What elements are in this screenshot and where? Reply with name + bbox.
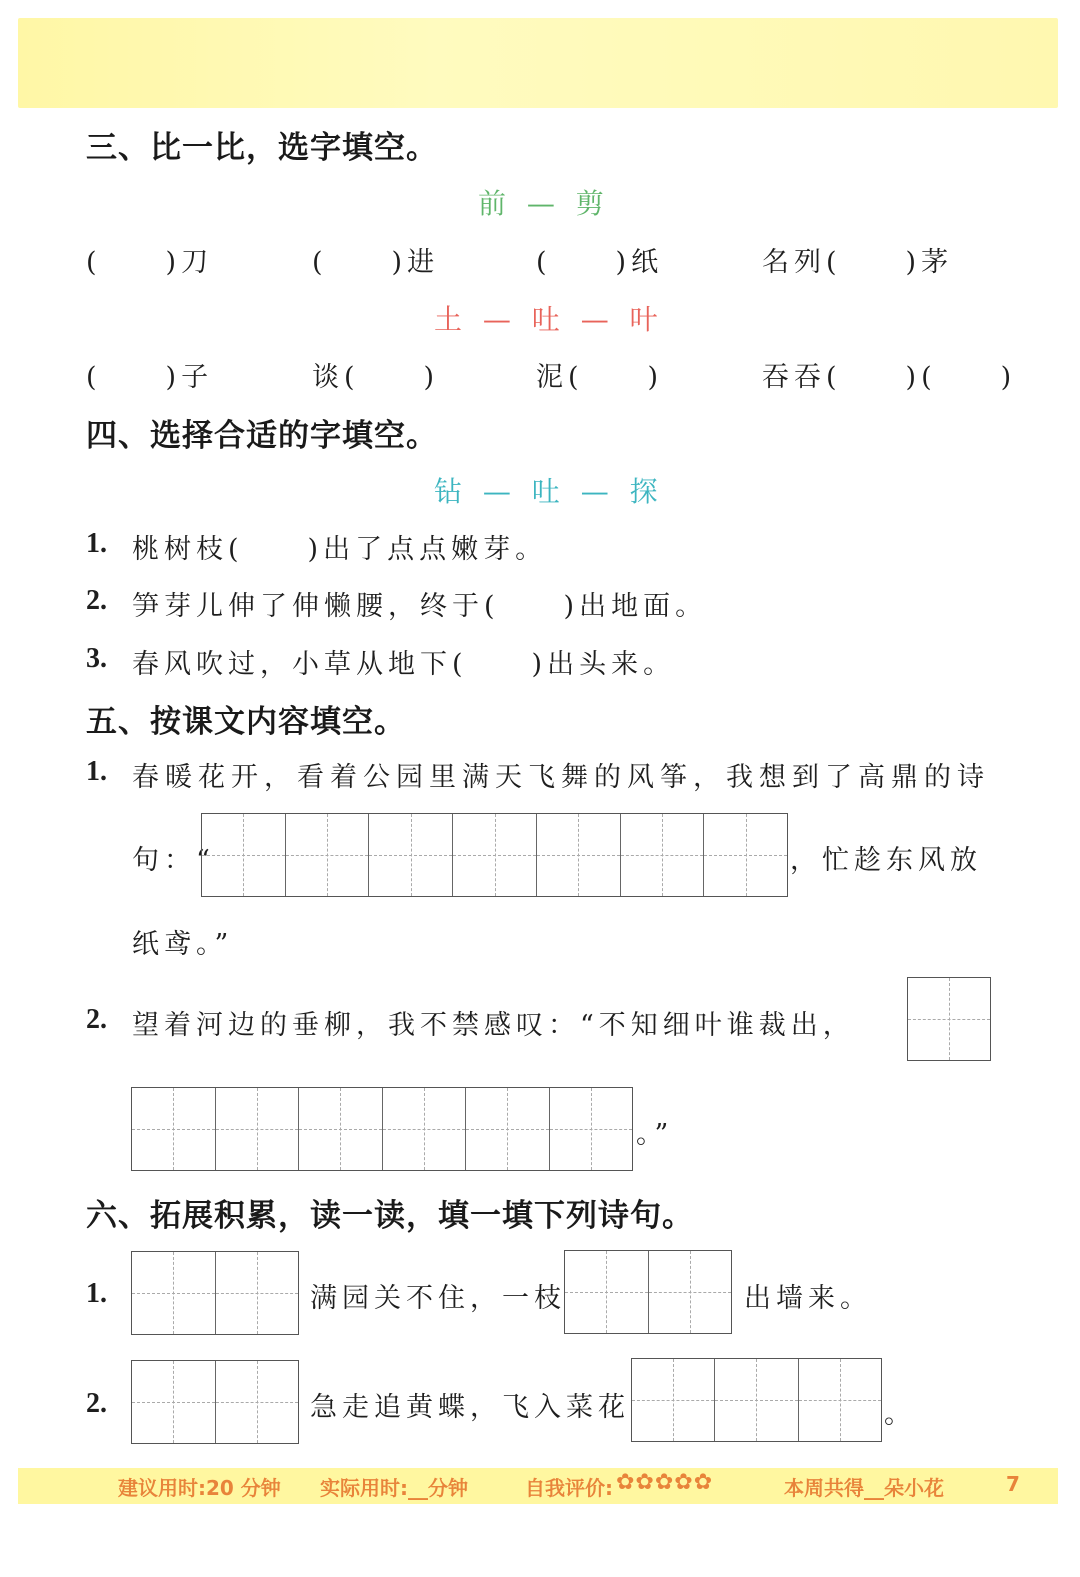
s4-choices: 钻 — 吐 — 探 — [434, 475, 664, 508]
s5-q1-suffix: ，忙趁东风放 — [790, 845, 982, 876]
s5-q1-line1: 春暖花开，看着公园里满天飞舞的风筝，我想到了高鼎的诗 — [132, 762, 990, 793]
s3-row1-item-2[interactable]: ( )进 — [312, 247, 440, 278]
s6-q2-ending: 。 — [884, 1399, 916, 1430]
section-3-title: 三、比一比，选字填空。 — [86, 130, 438, 166]
s6-q1-number: 1. — [86, 1278, 107, 1309]
section-6-title: 六、拓展积累，读一读，填一填下列诗句。 — [86, 1198, 694, 1234]
s6-q2-number: 2. — [86, 1388, 107, 1419]
s4-q3-text[interactable]: 春风吹过，小草从地下( )出头来。 — [132, 649, 676, 680]
s3-pair-1: 前 — 剪 — [478, 187, 610, 220]
s3-row2-item-1[interactable]: ( )子 — [86, 362, 214, 393]
s5-q1-prefix: 句：“ — [132, 845, 215, 876]
s3-row1-item-4[interactable]: 名列( )茅 — [762, 247, 954, 278]
actual-time[interactable]: 实际用时:__分钟 — [320, 1476, 468, 1500]
s5-q2-answer-box-1[interactable] — [907, 977, 991, 1061]
s3-pair-2: 土 — 吐 — 叶 — [434, 303, 664, 336]
page-number: 7 — [1006, 1472, 1020, 1496]
weekly-flowers[interactable]: 本周共得__朵小花 — [784, 1476, 944, 1500]
s5-q2-answer-grid[interactable] — [131, 1087, 633, 1171]
s5-q2-ending: 。” — [636, 1119, 674, 1150]
s4-q2-number: 2. — [86, 585, 107, 616]
flower-rating-icons[interactable]: ✿✿✿✿✿ — [616, 1470, 714, 1495]
s6-q1-middle: 满园关不住，一枝 — [310, 1283, 566, 1314]
s5-q2-line1: 望着河边的垂柳，我不禁感叹：“不知细叶谁裁出， — [132, 1010, 855, 1041]
s6-q1-answer-grid-1[interactable] — [131, 1251, 299, 1335]
s6-q1-ending: 出墙来。 — [744, 1283, 872, 1314]
s5-q1-answer-grid[interactable] — [201, 813, 788, 897]
s3-row2-item-2[interactable]: 谈( ) — [312, 362, 440, 393]
s6-q2-answer-grid-2[interactable] — [631, 1358, 882, 1442]
s4-q1-number: 1. — [86, 528, 107, 559]
section-5-title: 五、按课文内容填空。 — [86, 704, 406, 740]
s6-q2-answer-grid-1[interactable] — [131, 1360, 299, 1444]
s3-row1-item-3[interactable]: ( )纸 — [536, 247, 664, 278]
s6-q1-answer-grid-2[interactable] — [564, 1250, 732, 1334]
suggested-time: 建议用时:20 分钟 — [118, 1476, 281, 1500]
s3-row1-item-1[interactable]: ( )刀 — [86, 247, 214, 278]
s5-q2-number: 2. — [86, 1004, 107, 1035]
s4-q2-text[interactable]: 笋芽儿伸了伸懒腰，终于( )出地面。 — [132, 591, 708, 622]
s3-row2-item-3[interactable]: 泥( ) — [536, 362, 664, 393]
s5-q1-number: 1. — [86, 756, 107, 787]
s4-q1-text[interactable]: 桃树枝( )出了点点嫩芽。 — [132, 534, 548, 565]
s3-row2-item-4[interactable]: 吞吞( )( ) — [762, 362, 1017, 393]
section-4-title: 四、选择合适的字填空。 — [86, 418, 438, 454]
self-evaluation-label: 自我评价: — [525, 1476, 613, 1500]
s4-q3-number: 3. — [86, 643, 107, 674]
header-band — [18, 18, 1058, 108]
s5-q1-ending: 纸鸢。” — [132, 929, 234, 960]
s6-q2-middle: 急走追黄蝶，飞入菜花 — [310, 1392, 630, 1423]
